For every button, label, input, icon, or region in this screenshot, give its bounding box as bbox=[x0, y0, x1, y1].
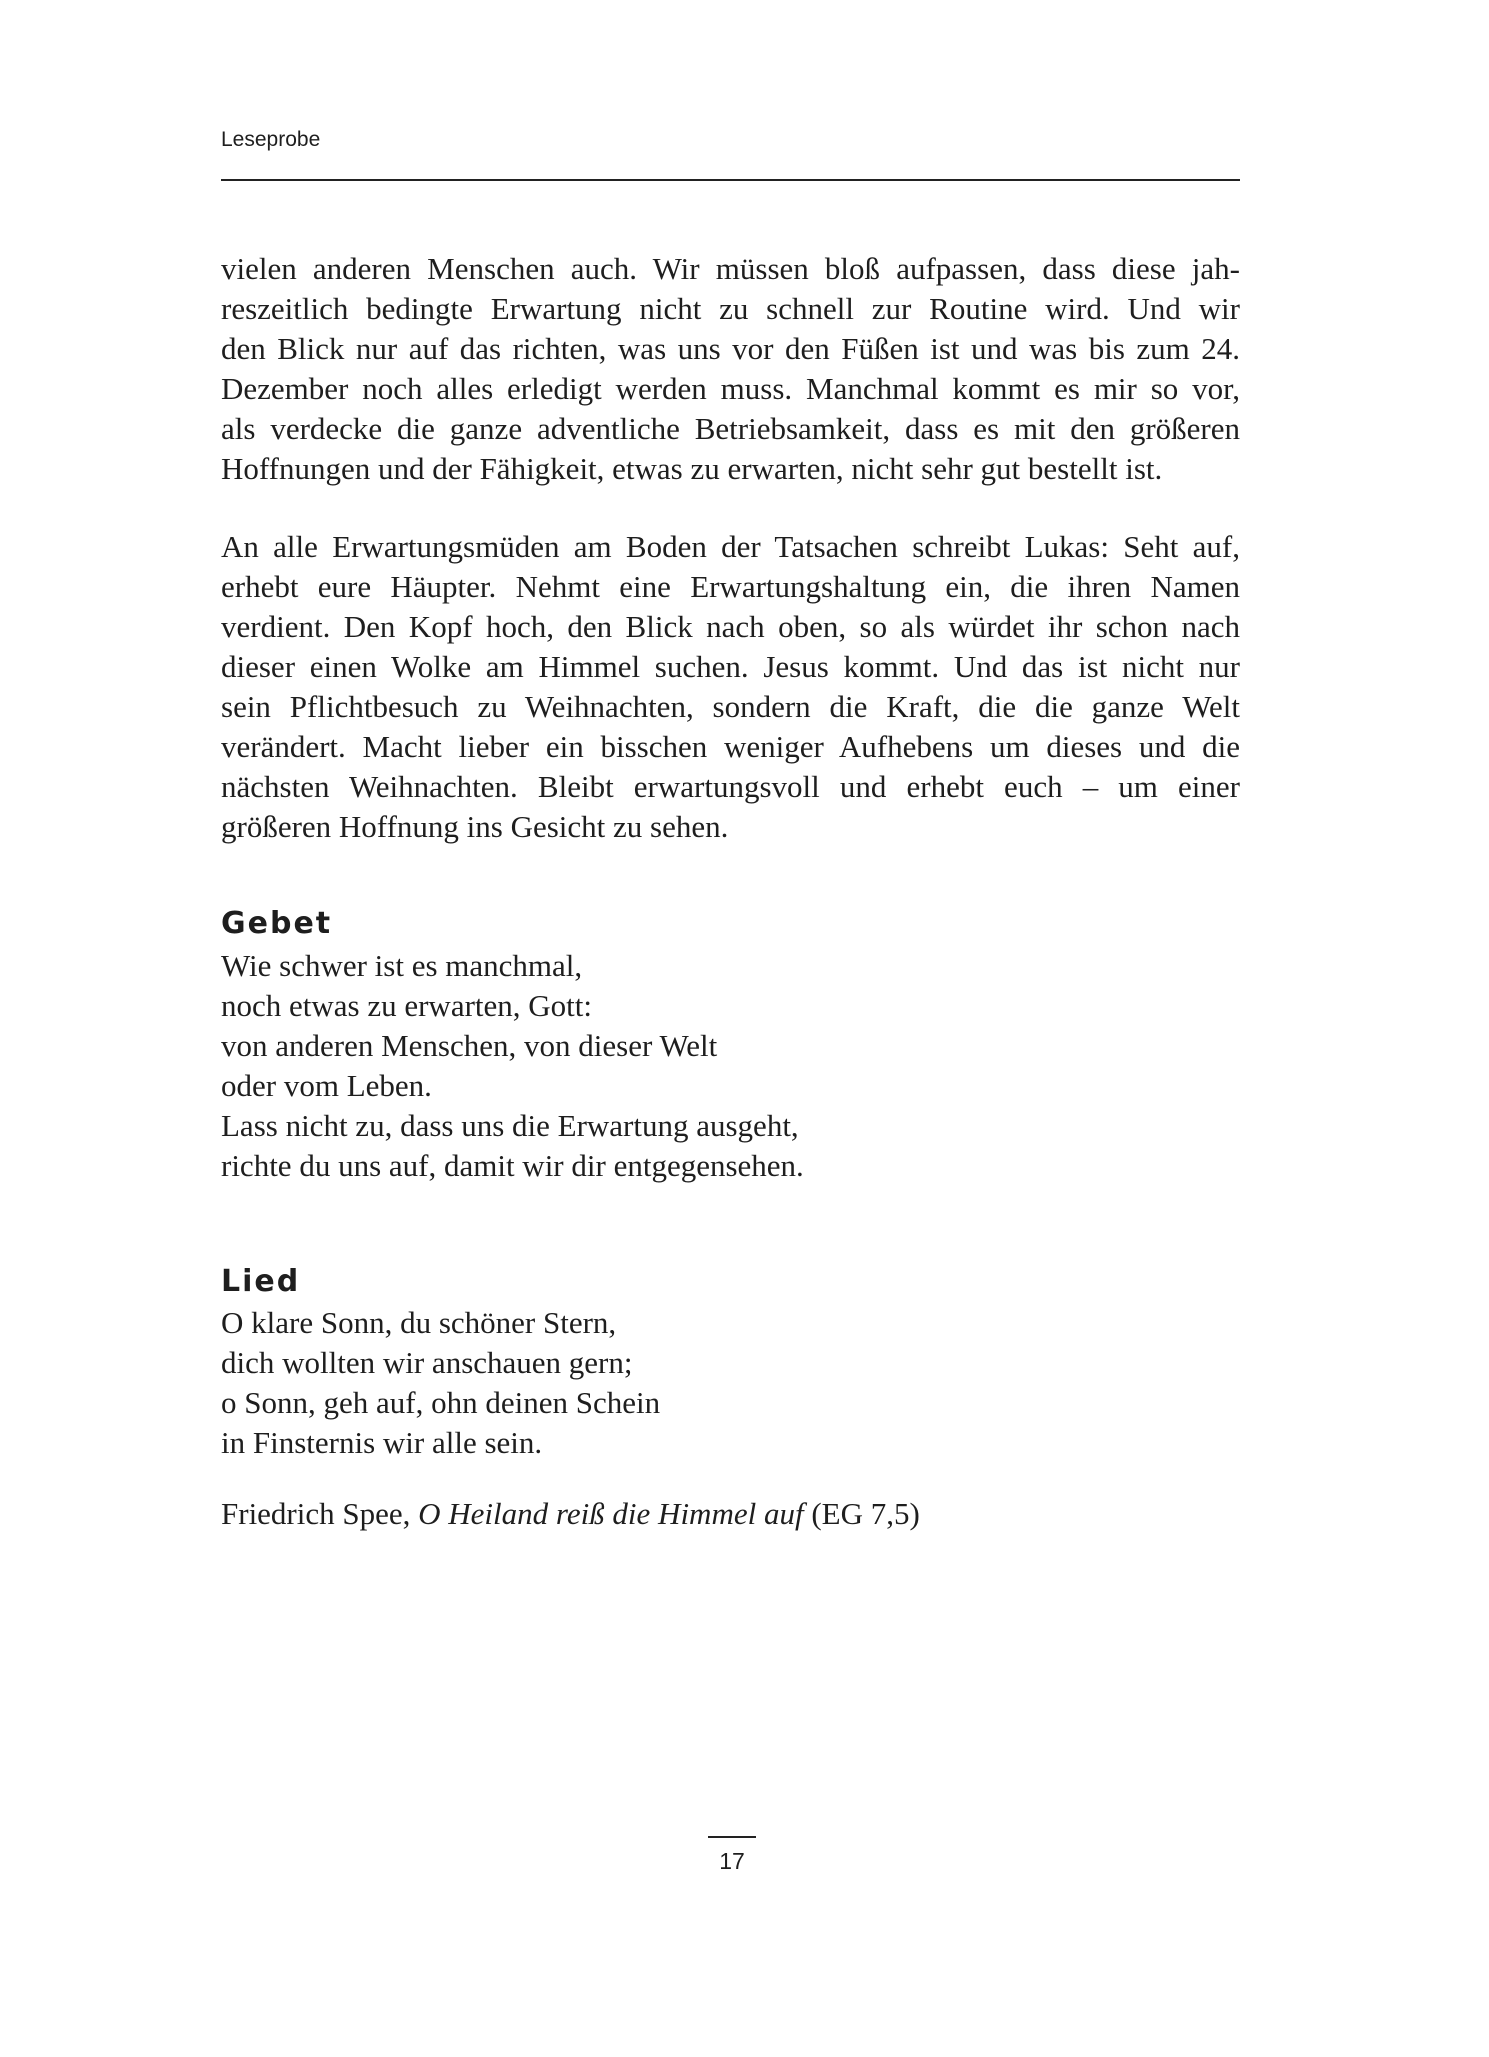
paragraph-line: als verdecke die ganze adventliche Betriebsamkeit, dass es mit den größeren bbox=[221, 411, 1240, 446]
header-rule bbox=[221, 179, 1240, 181]
paragraph-line: reszeitlich bedingte Erwartung nicht zu schnell zur Routine wird. Und wir bbox=[221, 291, 1240, 326]
song-text bbox=[221, 1303, 660, 1463]
verse-line: noch etwas zu erwarten, Gott: bbox=[221, 988, 593, 1023]
verse-line: oder vom Leben. bbox=[221, 1068, 432, 1103]
prayer-text bbox=[221, 946, 804, 1186]
verse-line: dich wollten wir anschauen gern; bbox=[221, 1345, 633, 1380]
paragraph-line: An alle Erwartungsmüden am Boden der Tatsachen schreibt Lukas: Seht auf, bbox=[221, 529, 1240, 564]
page-number: 17 bbox=[719, 1848, 745, 1874]
song-attribution bbox=[221, 1494, 920, 1534]
running-header: Leseprobe bbox=[221, 128, 321, 151]
page-number-rule bbox=[708, 1836, 756, 1838]
verse-line: richte du uns auf, damit wir dir entgegensehen. bbox=[221, 1148, 804, 1183]
paragraph-line: verdient. Den Kopf hoch, den Blick nach oben, so als würdet ihr schon nach bbox=[221, 609, 1240, 644]
paragraph-line: Dezember noch alles erledigt werden muss. Manchmal kommt es mir so vor, bbox=[221, 371, 1240, 406]
verse-line: Wie schwer ist es manchmal, bbox=[221, 948, 583, 983]
paragraph-line: den Blick nur auf das richten, was uns vor den Füßen ist und was bis zum 24. bbox=[221, 331, 1240, 366]
verse-line: Lass nicht zu, dass uns die Erwartung ausgeht, bbox=[221, 1108, 799, 1143]
paragraph-line: nächsten Weihnachten. Bleibt erwartungsvoll und erhebt euch – um einer bbox=[221, 769, 1240, 804]
verse-line: in Finsternis wir alle sein. bbox=[221, 1425, 543, 1460]
paragraph-line: verändert. Macht lieber ein bisschen weniger Aufhebens um dieses und die bbox=[221, 729, 1240, 764]
section-heading-lied: Lied bbox=[221, 1264, 301, 1299]
paragraph-line: erhebt eure Häupter. Nehmt eine Erwartungshaltung ein, die ihren Namen bbox=[221, 569, 1240, 604]
attribution-author: Friedrich Spee, bbox=[221, 1496, 419, 1531]
section-heading-gebet: Gebet bbox=[221, 906, 333, 941]
paragraph-2 bbox=[221, 527, 1240, 847]
paragraph-line: sein Pflichtbesuch zu Weihnachten, sondern die Kraft, die die ganze Welt bbox=[221, 689, 1240, 724]
verse-line: von anderen Menschen, von dieser Welt bbox=[221, 1028, 718, 1063]
paragraph-line: Hoffnungen und der Fähigkeit, etwas zu erwarten, nicht sehr gut bestellt ist. bbox=[221, 451, 1163, 486]
paragraph-line: dieser einen Wolke am Himmel suchen. Jesus kommt. Und das ist nicht nur bbox=[221, 649, 1240, 684]
verse-line: o Sonn, geh auf, ohn deinen Schein bbox=[221, 1385, 661, 1420]
attribution-reference: (EG 7,5) bbox=[803, 1496, 920, 1531]
paragraph-1 bbox=[221, 249, 1240, 489]
paragraph-line: größeren Hoffnung ins Gesicht zu sehen. bbox=[221, 809, 729, 844]
verse-line: O klare Sonn, du schöner Stern, bbox=[221, 1305, 617, 1340]
paragraph-line: vielen anderen Menschen auch. Wir müssen bloß aufpassen, dass diese jah- bbox=[221, 251, 1240, 286]
attribution-title: O Heiland reiß die Himmel auf bbox=[418, 1496, 804, 1531]
